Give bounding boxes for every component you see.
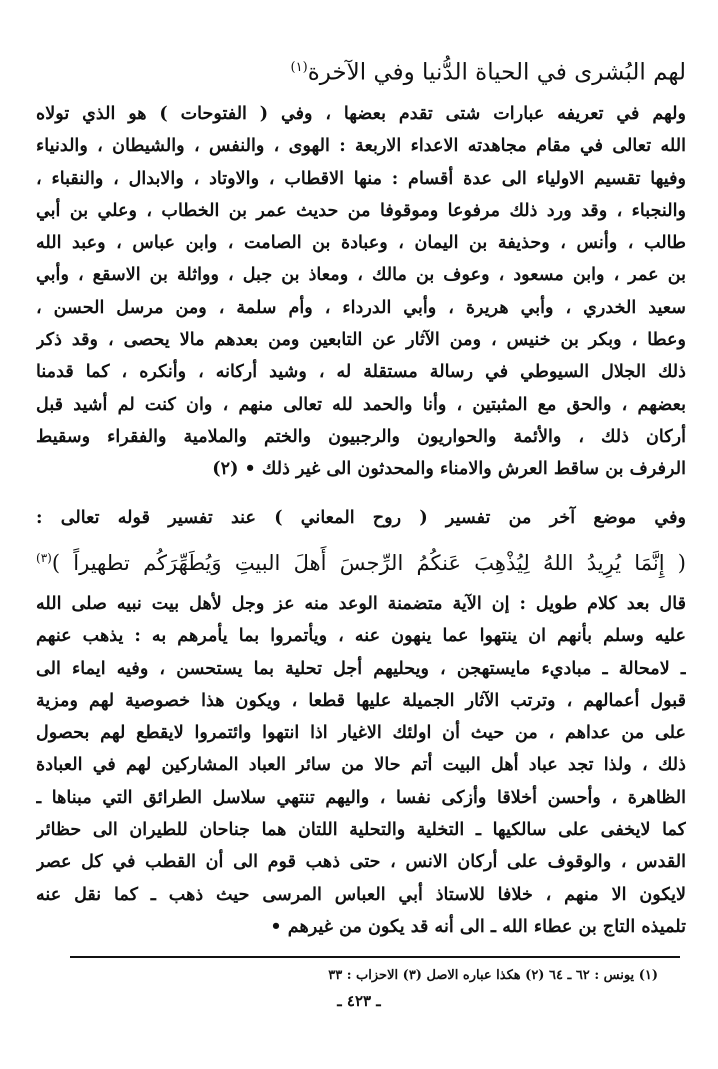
text-line: تلميذه التاج بن عطاء الله ـ الى أنه قد يكون من غيرهم • bbox=[270, 915, 686, 937]
text-line: ولهم في تعريفه عبارات شتى تقدم بعضها ، وفي ( الفتوحات ) هو الذي تولاه bbox=[36, 103, 686, 124]
paragraph-2 bbox=[36, 502, 686, 534]
text-line: الظاهرة ، وأحسن أخلاقا وأزكى نفسا ، واليهم تنتهي سلاسل الطرائق التي مبناها ـ bbox=[36, 786, 686, 808]
text-line: ذلك ، ولذا تجد عباد أهل البيت أتم حالا من سائر العباد المشاركين لهم في العبادة bbox=[36, 754, 686, 776]
text-line: والنجباء ، وقد ورد ذلك مرفوعا وموقوفا من حديث عمر بن الخطاب ، وعلي بن أبي bbox=[36, 199, 686, 221]
text-line: سعيد الخدري ، وأبي هريرة ، وأبي الدرداء ، وأم سلمة ، ومن مرسل الحسن ، bbox=[36, 296, 686, 318]
text-line: وفي موضع آخر من تفسير ( روح المعاني ) عند تفسير قوله تعالى : bbox=[36, 507, 686, 528]
paragraph-3 bbox=[36, 588, 686, 943]
text-line: وفيها تقسيم الاولياء الى عدة أقسام : منها الاقطاب ، والاوتاد ، والابدال ، والنقباء ، bbox=[36, 167, 686, 189]
text-line: قبول أعمالهم ، وترتب الآثار الجميلة عليها قطعا ، ويكون هذا خصوصية لهم ومزية bbox=[36, 689, 686, 711]
footnotes: (١) يونس : ٦٢ ـ ٦٤ (٢) هكذا عباره الاصل (٣) الاحزاب : ٣٣ bbox=[328, 968, 658, 983]
text-line: وعطا ، وبكر بن خنيس ، ومن الآثار عن التابعين ومن بعدهم مالا يحصى ، وقد ذكر bbox=[36, 329, 686, 351]
text-line: أركان ذلك ، والأئمة والحواريون والرجبيون والختم والملامية والفقراء وسقيط bbox=[36, 425, 686, 447]
text-line: الله تعالى في مقام مجاهدته الاعداء الاربعة : الهوى ، والنفس ، والشيطان ، والدنياء bbox=[36, 135, 686, 157]
footnote-divider bbox=[70, 956, 680, 958]
heading-text: لهم البُشرى في الحياة الدُّنيا وفي الآخرة bbox=[307, 59, 686, 86]
text-line: على من عداهم ، من حيث أن اولئك الاغيار اذا انتهوا وائتمروا لايقطع لهم بحصول bbox=[36, 722, 686, 744]
text-line: قال بعد كلام طويل : إن الآية متضمنة الوعد منه عز وجل لأهل بيت نبيه صلى الله bbox=[36, 593, 686, 614]
heading-footnote-ref: (١) bbox=[290, 60, 308, 75]
text-line: لايكون الا منهم ، خلافا للاستاذ أبي العباس المرسى حيث ذهب ـ كما نقل عنه bbox=[36, 883, 686, 905]
page-number: ـ ٤٢٣ ـ bbox=[337, 992, 381, 1010]
text-line: ذلك الجلال السيوطي في رسالة مستقلة له ، وشيد أركانه ، وأنكره ، كما قدمنا bbox=[36, 361, 686, 383]
text-line: بعضهم ، والحق مع المثبتين ، وأنا والحمد لله تعالى منهم ، وان كنت لم أشيد قبل bbox=[36, 393, 686, 415]
text-line: القدس ، والوقوف على أركان الانس ، حتى ذهب قوم الى أن القطب في كل عصر bbox=[36, 851, 686, 873]
verse-footnote-ref: (٣) bbox=[36, 551, 52, 565]
text-line: بن عمر ، وابن مسعود ، وعوف بن مالك ، ومعاذ بن جبل ، وواثلة بن الاسقع ، وأبي bbox=[36, 264, 686, 286]
verse-text: ( إِنَّمَا يُرِيدُ اللهُ لِيُذْهِبَ عَنكُمُ الرِّجسَ أَهلَ البيتِ وَيُطَهِّرَكُم تطهيراً ) bbox=[51, 551, 686, 575]
text-line: كما لايخفى على سالكيها ـ التخلية والتحلية اللتان هما جناحان للطيران الى حظائر bbox=[36, 819, 686, 841]
page-heading bbox=[32, 52, 686, 89]
text-line: الرفرف بن ساقط العرش والامناء والمحدثون الى غير ذلك • (٢) bbox=[212, 458, 686, 480]
text-line: عليه وسلم بأنهم ان ينتهوا عما ينهون عنه ، ويأتمروا بما يأمرهم به : يذهب عنهم bbox=[36, 625, 686, 647]
quranic-verse bbox=[36, 538, 686, 578]
text-line: طالب ، وأنس ، وحذيفة بن اليمان ، وعبادة بن الصامت ، وابن عباس ، وعبد الله bbox=[36, 232, 686, 254]
text-line: ـ لامحالة ـ مباديء مايستهجن ، ويحليهم أجل تحلية بما يستحسن ، وفيه ايماء الى bbox=[36, 657, 686, 679]
paragraph-1 bbox=[36, 98, 686, 486]
